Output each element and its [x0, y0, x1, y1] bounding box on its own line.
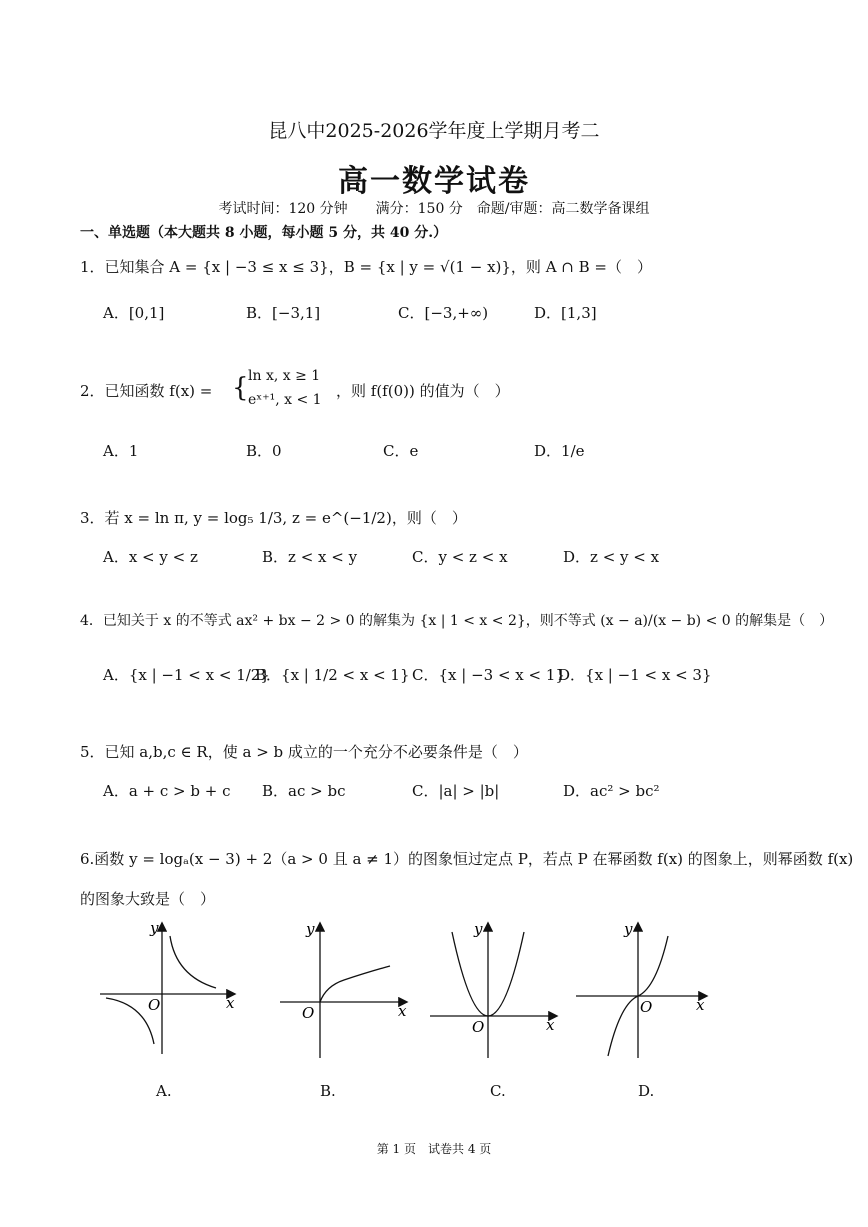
graph-c-label: C. — [490, 1082, 506, 1100]
graph-a — [98, 918, 238, 1058]
question-4-option-d: D．{x | −1 < x < 3} — [558, 666, 712, 684]
question-1-option-b: B．[−3,1] — [246, 304, 321, 322]
x-axis-label: x — [226, 994, 235, 1012]
question-2-option-d: D．1/e — [534, 442, 585, 460]
question-4-stem: 4．已知关于 x 的不等式 ax² + bx − 2 > 0 的解集为 {x | 1 < x < 2}，则不等式 (x − a)/(x − b) < 0 的解集是（ ） — [80, 613, 834, 629]
graph-c — [428, 918, 568, 1063]
exam-title: 高一数学试卷 — [338, 164, 530, 199]
graph-b — [278, 918, 418, 1063]
curve — [320, 966, 390, 1002]
question-3-option-c: C．y < z < x — [412, 548, 508, 566]
piecewise-brace: { — [232, 373, 249, 403]
y-axis-label: y — [624, 920, 633, 938]
question-6-stem-line2: 的图象大致是（ ） — [80, 890, 216, 908]
question-5-stem: 5．已知 a,b,c ∈ R，使 a > b 成立的一个充分不必要条件是（ ） — [80, 743, 528, 761]
y-axis-label: y — [474, 920, 483, 938]
x-axis-label: x — [696, 996, 705, 1014]
question-1-option-a: A．[0,1] — [103, 304, 165, 322]
question-1-option-d: D．[1,3] — [534, 304, 597, 322]
page-footer: 第 1 页 试卷共 4 页 — [376, 1142, 492, 1156]
question-4-option-a: A．{x | −1 < x < 1/2} — [103, 666, 270, 684]
question-5-option-b: B．ac > bc — [262, 782, 346, 800]
question-2-option-c: C．e — [383, 442, 419, 460]
question-3-option-b: B．z < x < y — [262, 548, 358, 566]
question-3-option-d: D．z < y < x — [563, 548, 660, 566]
piecewise-case-2: eˣ⁺¹, x < 1 — [248, 392, 322, 408]
x-axis-label: x — [546, 1016, 555, 1034]
question-3-option-a: A．x < y < z — [103, 548, 198, 566]
curve-branch-right — [170, 936, 216, 988]
question-1-option-c: C．[−3,+∞) — [398, 304, 489, 322]
curve-branch-left — [106, 998, 154, 1044]
y-axis-label: y — [306, 920, 315, 938]
question-4-option-c: C．{x | −3 < x < 1} — [412, 666, 565, 684]
x-axis-label: x — [398, 1002, 407, 1020]
y-axis-label: y — [150, 919, 159, 937]
section-heading: 一、单选题（本大题共 8 小题，每小题 5 分，共 40 分.） — [80, 225, 448, 241]
graph-a-label: A. — [156, 1082, 172, 1100]
graph-b-label: B. — [320, 1082, 336, 1100]
graph-d — [574, 918, 714, 1063]
exam-school-line: 昆八中2025-2026学年度上学期月考二 — [268, 120, 600, 142]
origin-label: O — [640, 998, 653, 1016]
origin-label: O — [472, 1018, 485, 1036]
question-5-option-a: A．a + c > b + c — [103, 782, 231, 800]
origin-label: O — [302, 1004, 315, 1022]
piecewise-case-1: ln x, x ≥ 1 — [248, 368, 321, 384]
question-5-option-d: D．ac² > bc² — [563, 782, 660, 800]
graph-d-label: D. — [638, 1082, 655, 1100]
question-3-stem: 3．若 x = ln π, y = log₅ 1/3, z = e^(−1/2)，则（ ） — [80, 509, 467, 527]
question-2-option-b: B．0 — [246, 442, 282, 460]
question-6-stem: 6.函数 y = logₐ(x − 3) + 2（a > 0 且 a ≠ 1）的图象恒过定点 P，若点 P 在幂函数 f(x) 的图象上，则幂函数 f(x) — [80, 850, 854, 868]
question-4-option-b: B．{x | 1/2 < x < 1} — [255, 666, 410, 684]
question-5-option-c: C．|a| > |b| — [412, 782, 500, 800]
question-1-stem: 1．已知集合 A = {x | −3 ≤ x ≤ 3}，B = {x | y = √(1 − x)}，则 A ∩ B =（ ） — [80, 258, 652, 276]
question-2-stem-start: 2．已知函数 f(x) = — [80, 382, 213, 400]
question-2-option-a: A．1 — [103, 442, 139, 460]
origin-label: O — [148, 996, 161, 1014]
exam-info: 考试时间：120 分钟 满分：150 分 命题/审题：高二数学备课组 — [218, 201, 650, 217]
question-2-stem-end: ，则 f(f(0)) 的值为（ ） — [336, 382, 510, 400]
